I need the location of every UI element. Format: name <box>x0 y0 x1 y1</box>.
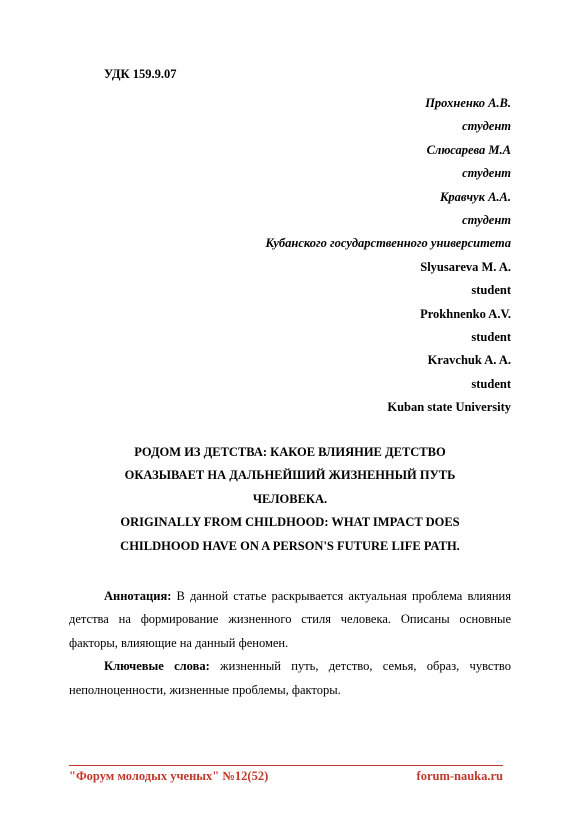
affiliation-en: Kuban state University <box>387 400 511 415</box>
author-en-2: Prokhnenko A.V. <box>420 306 511 321</box>
keywords-paragraph <box>69 655 511 702</box>
author-ru-1-status: студент <box>462 119 511 134</box>
affiliation-ru: Кубанского государственного университета <box>265 236 511 251</box>
udk-code: УДК 159.9.07 <box>104 67 177 81</box>
abstract-text: В данной статье раскрывается актуальная проблема влияния детства на формирование жизненного стиля человека. Описаны основные факторы, влияющие на данный феномен. <box>69 589 511 650</box>
abstract-section <box>69 585 511 702</box>
title-en-line-2: CHILDHOOD HAVE ON A PERSON'S FUTURE LIFE PATH. <box>120 538 460 553</box>
author-ru-3: Кравчук А.А. <box>439 189 511 204</box>
footer-divider <box>69 765 503 766</box>
author-ru-1: Прохненко А.В. <box>425 96 511 110</box>
keywords-text: жизненный путь, детство, семья, образ, чувство неполноценности, жизненные проблемы, факторы. <box>69 659 511 697</box>
title-ru-line-1: РОДОМ ИЗ ДЕТСТВА: КАКОЕ ВЛИЯНИЕ ДЕТСТВО <box>134 445 446 459</box>
author-block <box>265 92 511 420</box>
title-en-line-1: ORIGINALLY FROM CHILDHOOD: WHAT IMPACT DOES <box>120 515 460 530</box>
author-en-2-status: student <box>471 330 511 345</box>
author-en-1-status: student <box>471 283 511 298</box>
footer-site-link[interactable]: forum-nauka.ru <box>416 769 503 783</box>
article-title-block <box>69 441 511 558</box>
author-en-3: Kravchuk A. A. <box>427 353 511 368</box>
author-en-3-status: student <box>471 376 511 391</box>
abstract-label: Аннотация: <box>104 589 172 603</box>
author-en-1: Slyusareva M. A. <box>420 259 511 274</box>
author-ru-2: Слюсарева М.А <box>426 142 511 157</box>
keywords-label: Ключевые слова: <box>104 659 210 674</box>
footer-journal: "Форум молодых ученых" №12(52) <box>69 769 269 783</box>
title-ru-line-3: ЧЕЛОВЕКА. <box>252 491 328 506</box>
author-ru-3-status: студент <box>462 213 511 228</box>
title-ru-line-2: ОКАЗЫВАЕТ НА ДАЛЬНЕЙШИЙ ЖИЗНЕННЫЙ ПУТЬ <box>124 468 456 483</box>
author-ru-2-status: студент <box>462 166 511 181</box>
abstract-paragraph <box>69 585 511 655</box>
